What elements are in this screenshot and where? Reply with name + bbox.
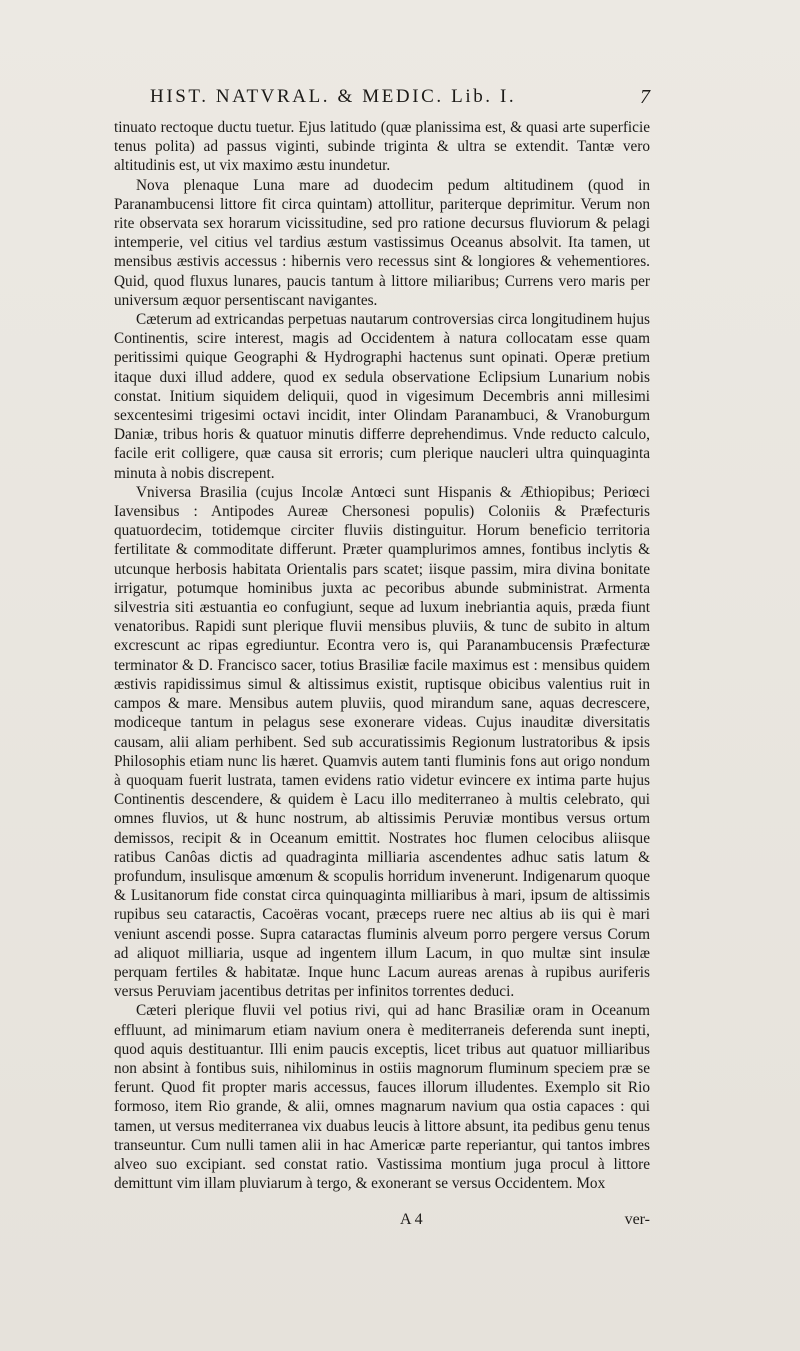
running-head: HIST. NATVRAL. & MEDIC. Lib. I. xyxy=(150,86,517,107)
page-number: 7 xyxy=(640,86,650,108)
paragraph-continuation: tinuato rectoque ductu tuetur. Ejus latitudo (quæ planissima est, & quasi arte superficie tenus polita) ad passus viginti, subinde triginta & ultra se extendit. Tantæ vero altitudinis est, ut vix maximo æstu inundetur. xyxy=(114,119,650,175)
signature-mark: A 4 xyxy=(400,1211,423,1228)
paragraph-tides: Nova plenaque Luna mare ad duodecim pedum altitudinem (quod in Paranambucensi littore fit circa quintam) attollitur, pariterque deprimitur. Verum non rite observata sex horarum vicissitudine, sed pro ratione decursus fluviorum & pelagi intemperie, vel citius vel tardius æstum vastissimus Oceanus absolvit. Ita tamen, ut mensibus æstivis accessus : hibernis vero recessus sint & longiores & vehementiores. Quid, quod fluxus lunares, paucis tantum à littore miliaribus; Currens vero maris per universum æquor persentiscant navigantes. xyxy=(114,176,650,309)
body-text xyxy=(114,118,650,1193)
paragraph-other-rivers: Cæteri plerique fluvii vel potius rivi, qui ad hanc Brasiliæ oram in Oceanum effluunt, ad minimarum etiam navium onera è mediterraneis deferenda sunt inepti, quod aquis destituantur. Illi enim paucis exceptis, licet tribus aut quatuor milliaribus non absint à fontibus suis, nihilominus in ostiis magnorum fluminum speciem præ se ferunt. Quod fit propter maris accessus, fauces illorum illudentes. Exemplo sit Rio formoso, item Rio grande, & alii, omnes magnarum navium qua ostia capaces : qui tamen, ut versus mediterranea vix duabus leucis à littore absunt, ita pedibus genu tenus transeuntur. Cum nulli tamen alii in hac Americæ parte reperiantur, qui tantos imbres alveo suo excipiant. sed constat ratio. Vastissima montium juga procul à littore demittunt vim illam pluviarum à tergo, & exonerant se versus Occidentem. Mox xyxy=(114,1002,650,1193)
catchword: ver- xyxy=(624,1211,650,1228)
paragraph-rivers: Vniversa Brasilia (cujus Incolæ Antœci sunt Hispanis & Æthiopibus; Periœci Iavensibus : Antipodes Aureæ Chersonesi populis) Coloniis & Præfecturis quatuordecim, totidemque circiter fluviis distinguitur. Horum beneficio territoria fertilitate & commoditate differunt. Præter quamplurimos amnes, fontibus inclytis & utcunque herbosis habitata Orientalis pars scatet; iisque passim, mira divina bonitate irrigatur, potumque hominibus juxta ac pecoribus abunde subministrat. Armenta silvestria siti æstuantia eo confugiunt, seque ad luxum inebriantia aquis, præda fiunt venatoribus. Rapidi sunt plerique fluvii mensibus pluviis, & tunc de subito in altum excrescunt ac ripas egrediuntur. Econtra vero is, qui Paranambucensis Præfecturæ terminator & D. Francisco sacer, totius Brasiliæ facile maximus est : mensibus quidem æstivis rapidissimus simul & altissimus existit, ruptisque obicibus valentius ruit in campos & mare. Mensibus autem pluviis, quod mirandum sane, aquas decrescere, modiceque tantum in pelagus sese exonerare videas. Cujus inauditæ diversitatis causam, alii aliam perhibent. Sed sub accuratissimis Regionum lustratoribus & ipsis Philosophis etiam nunc lis hæret. Quamvis autem tanti fluminis fons aut origo nondum à quoquam fuerit lustrata, tamen evidens ratio videtur evincere ex intima parte hujus Continentis descendere, & quidem è Lacu illo mediterraneo à multis celebrato, qui omnes fluvios, ut & hunc nostrum, ab altissimis Peruviæ montibus versus ortum demissos, recipit & in Oceanum emittit. Nostrates hoc flumen celocibus aliisque ratibus Canôas dictis ad quadraginta milliaria ascendentes adhuc satis latum & profundum, insulisque amœnum & scopulis horridum invenerunt. Indigenarum quoque & Lusitanorum fide constat circa quinquaginta milliaribus à mari, ipsum de altissimis rupibus seu cataractis, Cacoëras vocant, præceps ruere nec altius ab iis qui è mari veniunt ascendi posse. Supra cataractas fluminis alveum porro pergere versus Corum ad aliquot milliaria, usque ad ingentem illum Lacum, in quo multæ sint insulæ perquam fertiles & habitatæ. Inque hunc Lacum aureas arenas à rupibus auriferis versus Peruviam jacentibus detritas per infinitos torrentes deduci. xyxy=(114,483,650,1001)
page-footer xyxy=(114,1211,650,1233)
paragraph-longitude: Cæterum ad extricandas perpetuas nautarum controversias circa longitudinem hujus Continentis, scire interest, magis ad Occidentem à natura collocatam esse quam peritissimi quique Geographi & Hydrographi hactenus sunt opinati. Operæ pretium itaque duxi illud addere, quod ex sedula observatione Eclipsium Lunarium nobis constat. Initium siquidem deliquii, quod in vigesimum Decembris anni millesimi sexcentesimi trigesimi octavi incidit, inter Olindam Paranambuci, & Vranoburgum Daniæ, tribus horis & quatuor minutis differre deprehendimus. Vnde reducto calculo, facile erit colligere, quæ causa sit erroris; cum plerique naucleri ultra quinquaginta minuta à nobis discrepent. xyxy=(114,311,650,482)
page-header xyxy=(150,86,650,114)
